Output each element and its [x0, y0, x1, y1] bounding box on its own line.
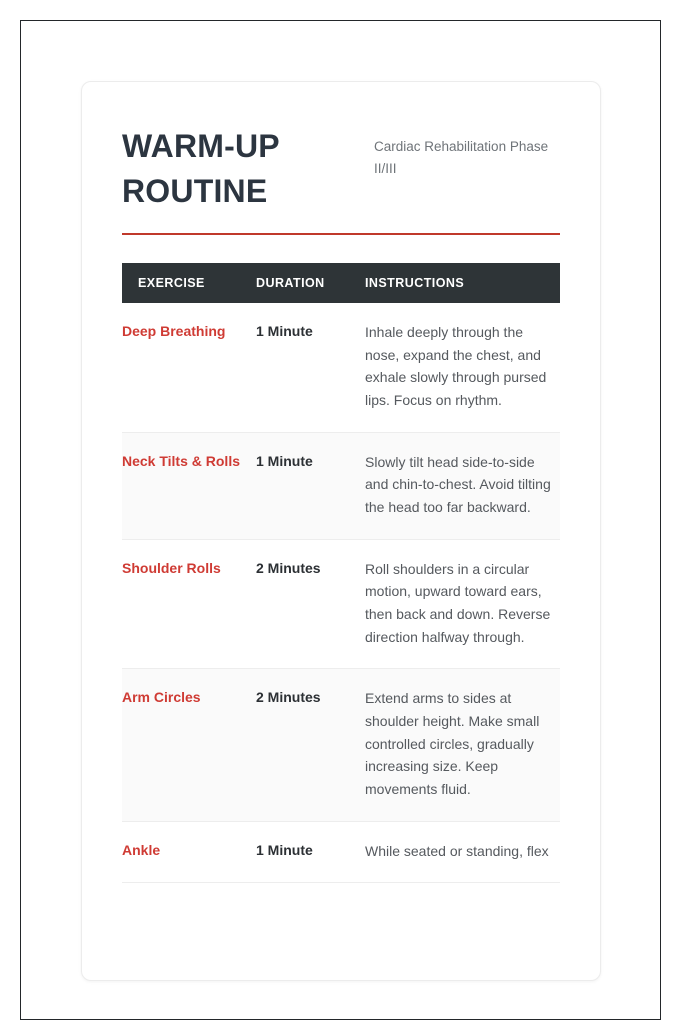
table-header — [122, 263, 560, 303]
cell-exercise-name: Deep Breathing — [122, 322, 226, 339]
document-card — [81, 81, 601, 981]
cell-duration: 1 Minute — [256, 452, 313, 469]
column-header-duration: DURATION — [256, 263, 365, 303]
page-title: WARM-UP ROUTINE — [122, 128, 280, 210]
table-row — [122, 669, 560, 821]
cell-exercise-name: Neck Tilts & Rolls — [122, 452, 241, 469]
cell-instructions: While seated or standing, flex — [365, 842, 549, 859]
cell-duration: 2 Minutes — [256, 559, 321, 576]
cell-exercise-name: Shoulder Rolls — [122, 559, 221, 576]
cell-duration: 2 Minutes — [256, 689, 321, 706]
cell-instructions: Extend arms to sides at shoulder height. Make small controlled circles, gradually increasing size. Keep movements fluid. — [365, 690, 540, 797]
cell-exercise-name: Ankle — [122, 841, 161, 858]
table-row — [122, 303, 560, 432]
cell-instructions: Inhale deeply through the nose, expand the chest, and exhale slowly through pursed lips. Focus on rhythm. — [365, 323, 547, 408]
table-row — [122, 539, 560, 669]
page-frame — [20, 20, 661, 1020]
cell-duration: 1 Minute — [256, 322, 313, 339]
routine-table-container — [122, 263, 560, 883]
document-subtitle: Cardiac Rehabilitation Phase II/III — [374, 139, 549, 177]
table-row — [122, 432, 560, 539]
routine-table — [122, 263, 560, 883]
document-header — [82, 124, 600, 215]
cell-duration: 1 Minute — [256, 841, 313, 858]
cell-instructions: Roll shoulders in a circular motion, upward toward ears, then back and down. Reverse direction halfway through. — [365, 560, 551, 645]
cell-exercise-name: Arm Circles — [122, 689, 201, 706]
column-header-instructions: INSTRUCTIONS — [365, 263, 560, 303]
cell-instructions: Slowly tilt head side-to-side and chin-to-chest. Avoid tilting the head too far backward. — [365, 453, 551, 515]
table-header-row — [122, 263, 560, 303]
table-body — [122, 303, 560, 883]
column-header-exercise: EXERCISE — [122, 263, 256, 303]
table-row — [122, 821, 560, 883]
accent-divider — [122, 233, 560, 235]
